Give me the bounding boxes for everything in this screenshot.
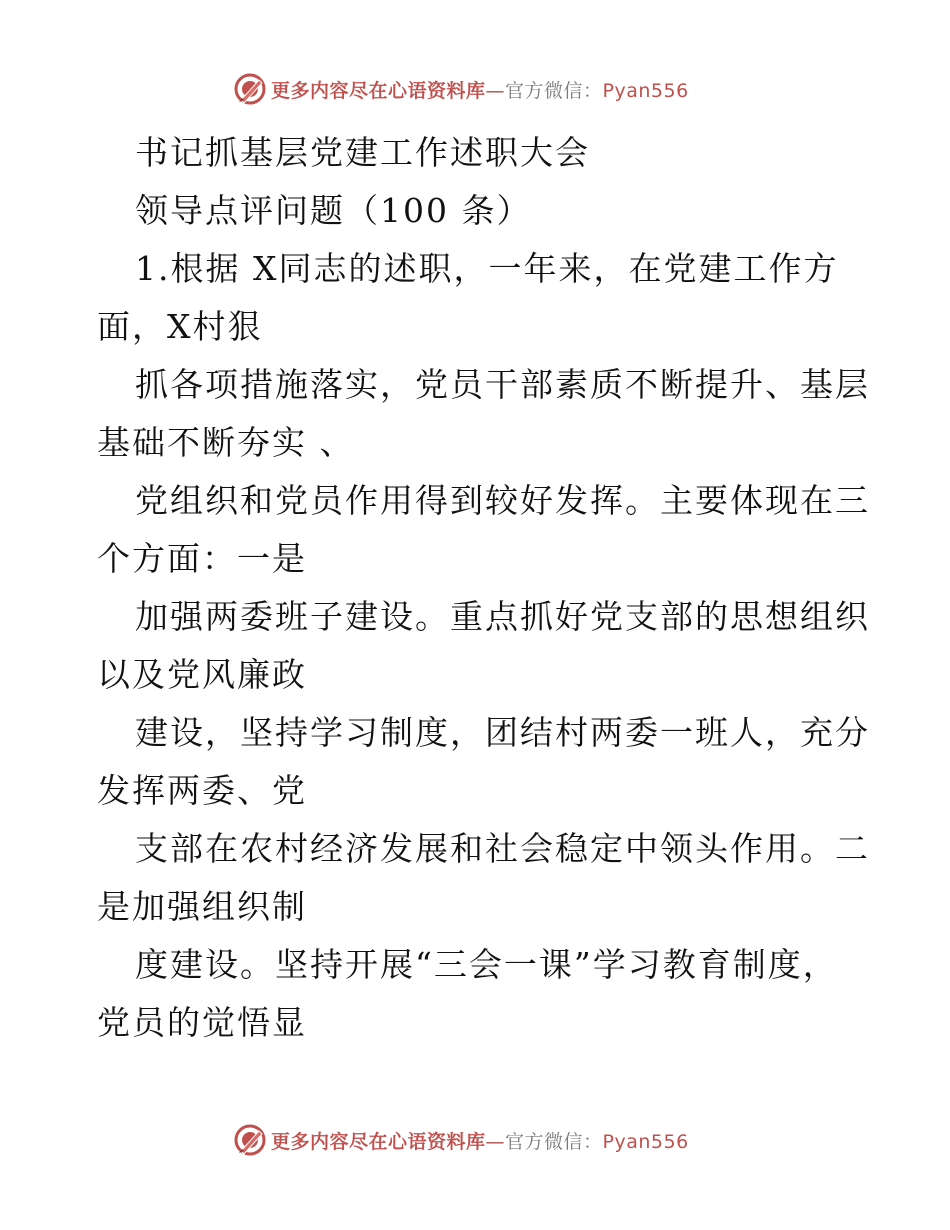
doc-line: 建设，坚持学习制度，团结村两委一班人，充分 xyxy=(135,713,870,752)
doc-line: 度建设。坚持开展“三会一课”学习教育制度， xyxy=(135,945,838,984)
watermark-sub-text: 官方微信： xyxy=(505,79,603,102)
watermark-main-text: 更多内容尽在心语资料库 xyxy=(271,1130,486,1153)
pen-logo-icon xyxy=(233,1123,267,1157)
doc-line: 发挥两委、党 xyxy=(97,771,307,810)
watermark-main-text: 更多内容尽在心语资料库 xyxy=(271,79,486,102)
document-body xyxy=(97,124,870,1052)
doc-line: 以及党风廉政 xyxy=(97,655,307,694)
doc-line: 党组织和党员作用得到较好发挥。主要体现在三 xyxy=(135,481,870,520)
doc-line: 面，X村狠 xyxy=(97,307,263,346)
doc-line: 加强两委班子建设。重点抓好党支部的思想组织 xyxy=(135,597,870,636)
doc-title-line-2: 领导点评问题（100 条） xyxy=(135,191,532,230)
watermark-sub-text: 官方微信： xyxy=(505,1130,603,1153)
doc-line: 党员的觉悟显 xyxy=(97,1003,307,1042)
watermark-wechat-id: Pyan556 xyxy=(602,1130,689,1153)
footer-watermark xyxy=(233,1123,689,1157)
watermark-wechat-id: Pyan556 xyxy=(602,79,689,102)
pen-logo-icon xyxy=(233,72,267,106)
doc-title-line-1: 书记抓基层党建工作述职大会 xyxy=(135,133,590,172)
doc-line: 抓各项措施落实，党员干部素质不断提升、基层 xyxy=(135,365,870,404)
doc-line: 个方面：一是 xyxy=(97,539,307,578)
doc-line: 基础不断夯实 、 xyxy=(97,423,355,462)
watermark-dash: — xyxy=(485,1130,506,1153)
doc-line: 是加强组织制 xyxy=(97,887,307,926)
header-watermark xyxy=(233,72,689,106)
doc-line: 1.根据 X同志的述职，一年来，在党建工作方 xyxy=(135,249,839,288)
watermark-dash: — xyxy=(485,79,506,102)
doc-line: 支部在农村经济发展和社会稳定中领头作用。二 xyxy=(135,829,870,868)
